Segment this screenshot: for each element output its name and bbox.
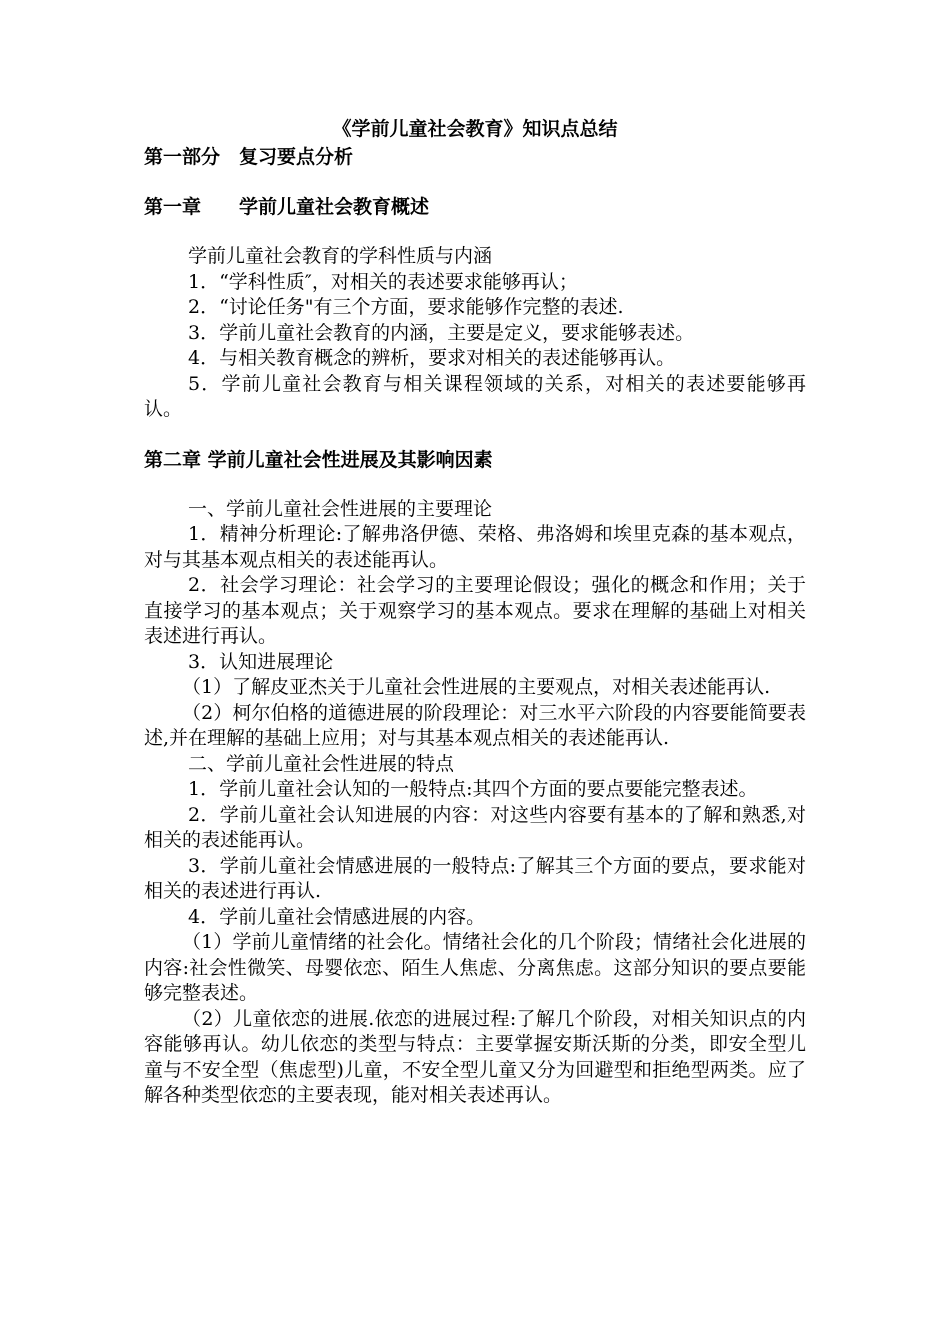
paragraph: 二、学前儿童社会性进展的特点 <box>188 752 455 775</box>
paragraph: 2．社会学习理论：社会学习的主要理论假设；强化的概念和作用；关于直接学习的基本观点；关于观察学习的基本观点。要求在理解的基础上对相关表述进行再认。 <box>144 574 806 647</box>
paragraph: 3．学前儿童社会教育的内涵，主要是定义，要求能够表述。 <box>188 321 695 344</box>
paragraph: 一、学前儿童社会性进展的主要理论 <box>188 497 493 520</box>
paragraph: （2）儿童依恋的进展.依恋的进展过程:了解几个阶段，对相关知识点的内容能够再认。幼儿依恋的类型与特点：主要掌握安斯沃斯的分类，即安全型儿童与不安全型（焦虑型)儿童，不安全型儿童又分为回避型和拒绝型两类。应了解各种类型依恋的主要表现，能对相关表述再认。 <box>144 1007 806 1106</box>
chapter-1-heading: 第一章 学前儿童社会教育概述 <box>144 196 430 218</box>
paragraph: 4．学前儿童社会情感进展的内容。 <box>188 905 486 928</box>
paragraph: 4．与相关教育概念的辨析，要求对相关的表述能够再认。 <box>188 347 676 369</box>
paragraph: （2）柯尔伯格的道德进展的阶段理论：对三水平六阶段的内容要能简要表述,并在理解的基础上应用；对与其基本观点相关的表述能再认. <box>144 701 806 749</box>
document-page <box>144 116 806 1109</box>
paragraph: （1）了解皮亚杰关于儿童社会性进展的主要观点，对相关表述能再认. <box>182 676 771 698</box>
chapter-2-heading: 第二章 学前儿童社会性进展及其影响因素 <box>144 448 493 471</box>
paragraph: 3．学前儿童社会情感进展的一般特点:了解其三个方面的要点，要求能对相关的表述进行再认. <box>144 854 806 902</box>
paragraph: （1）学前儿童情绪的社会化。情绪社会化的几个阶段；情绪社会化进展的内容:社会性微笑、母婴依恋、陌生人焦虑、分离焦虑。这部分知识的要点要能够完整表述。 <box>144 931 806 1004</box>
chapter-2-body <box>144 497 806 1109</box>
document-title: 《学前儿童社会教育》知识点总结 <box>332 118 618 140</box>
paragraph: 2．“讨论任务"有三个方面，要求能够作完整的表述. <box>188 296 624 318</box>
paragraph: 5．学前儿童社会教育与相关课程领域的关系，对相关的表述要能够再认。 <box>144 372 806 420</box>
paragraph: 1．“学科性质″，对相关的表述要求能够再认； <box>188 270 578 293</box>
paragraph: 1．精神分析理论:了解弗洛伊德、荣格、弗洛姆和埃里克森的基本观点，对与其基本观点相关的表述能再认。 <box>144 523 806 571</box>
paragraph: 3．认知进展理论 <box>188 650 334 673</box>
chapter-1-body <box>144 244 806 423</box>
paragraph: 2．学前儿童社会认知进展的内容：对这些内容要有基本的了解和熟悉,对相关的表述能再认。 <box>144 803 806 851</box>
part-heading: 第一部分 复习要点分析 <box>144 146 354 168</box>
paragraph: 1．学前儿童社会认知的一般特点:其四个方面的要点要能完整表述。 <box>188 778 758 800</box>
paragraph: 学前儿童社会教育的学科性质与内涵 <box>188 245 493 267</box>
